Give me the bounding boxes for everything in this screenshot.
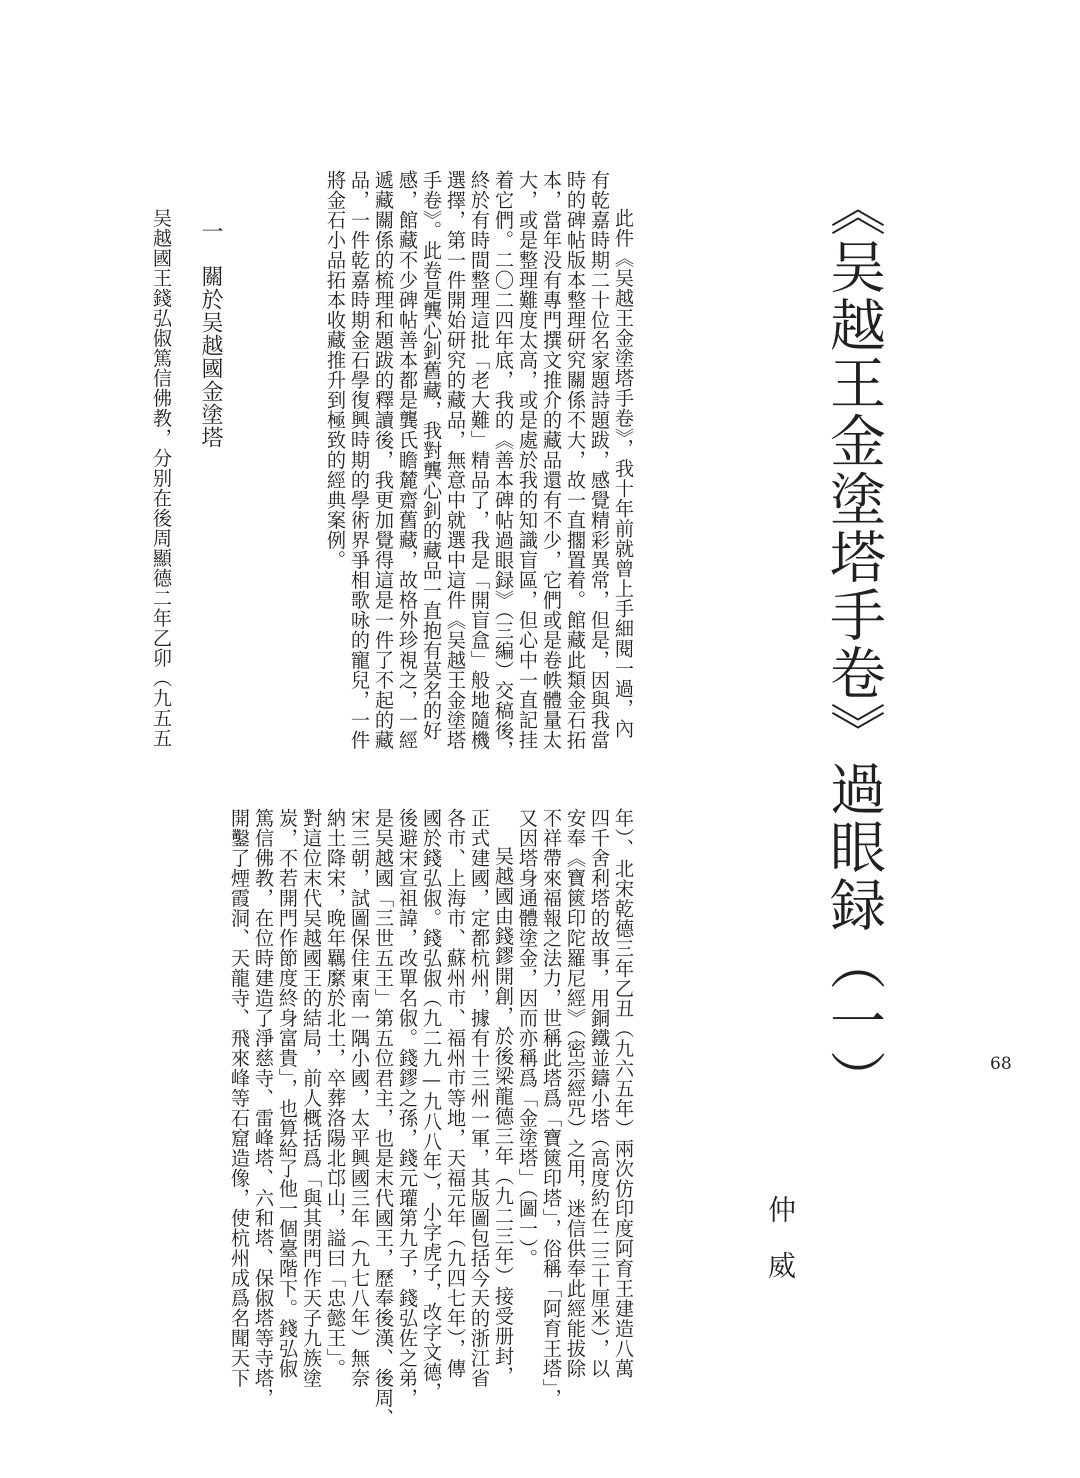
- section-first-line: [143, 208, 173, 768]
- body-line: 是吴越國「三世五王」第五位君主，也是末代國王，歷奉後漢、後周、: [372, 808, 395, 1428]
- body-line: 遞藏關係的梳理和題跋的釋讀後，我更加覺得這是一件了不起的藏: [372, 170, 395, 750]
- author-given-name: 威: [764, 1251, 797, 1279]
- body-line: 安奉《寶篋印陀羅尼經》（密宗經咒）之用，迷信供奉此經能拔除: [564, 808, 587, 1379]
- section-title: 關於吴越國金塗塔: [198, 265, 223, 449]
- body-line: 此件《吴越王金塗塔手卷》，我十年前就曾上手細閱一過，內: [612, 208, 635, 739]
- article-title: 《吴越王金塗塔手卷》過眼録（一）: [821, 180, 886, 1108]
- body-line: 各市、上海市、蘇州市、福州市等地，天福元年（九四七年），傳: [444, 808, 467, 1379]
- body-line: 本，當年没有專門撰文推介的藏品還有不少，它們或是卷帙體量太: [540, 170, 563, 750]
- body-line: 納土降宋，晚年羈縻於北土，卒葬洛陽北邙山，謚曰「忠懿王」。: [324, 808, 347, 1379]
- section-number: 一: [198, 220, 223, 243]
- body-line: 開鑿了煙霞洞、天龍寺、飛來峰等石窟造像，使杭州成爲名聞天下: [228, 808, 251, 1388]
- body-line: 宋三朝，試圖保住東南一隅小國，太平興國三年（九七八年）無奈: [348, 808, 371, 1388]
- author-surname: 仲: [764, 1195, 797, 1223]
- body-line: 國於錢弘俶。錢弘俶（九二九—九八八年），小字虎子，改字文德，: [420, 808, 443, 1403]
- body-line: 後避宋宣祖諱，改單名俶。錢鏐之孫，錢元瓘第九子，錢弘佐之弟，: [396, 808, 419, 1408]
- body-line: 有乾嘉時期二十位名家題詩題跋，感覺精彩異常，但是，因與我當: [588, 170, 611, 750]
- body-line: 不祥帶來福報之法力，世稱此塔爲「寶篋印塔」，俗稱「阿育王塔」，: [540, 808, 563, 1409]
- body-line: 大，或是整理難度太高，或是處於我的知識盲區，但心中一直記挂: [516, 170, 539, 750]
- body-line: 手卷》。此卷是龔心釗舊藏，我對龔心釗的藏品一直抱有莫名的好: [420, 170, 443, 741]
- page-number: 68: [990, 1054, 1012, 1074]
- body-line: 時的碑帖版本整理研究關係不大，故一直擱置着。館藏此類金石拓: [564, 170, 587, 750]
- body-line: 炭，不若開門作節度終身富貴」，也算給了他一個臺階下。錢弘俶: [276, 808, 299, 1379]
- body-line: 選擇，第一件開始研究的藏品，無意中就選中這件《吴越王金塗塔: [444, 170, 467, 750]
- body-line: 對這位末代吴越國王的結局，前人概括爲「與其閉門作天子九族塗: [300, 808, 323, 1388]
- body-line: 吴越國王錢弘俶篤信佛教，分别在後周顯德二年乙卯（九五五: [150, 208, 173, 748]
- body-line: 正式建國，定都杭州，據有十三州一軍，其版圖包括今天的浙江省: [468, 808, 491, 1388]
- body-line: 又因塔身通體塗金，因而亦稱爲「金塗塔」（圖一）。: [516, 808, 539, 1269]
- intro-text-block: [255, 170, 635, 761]
- author-byline: [760, 1195, 800, 1279]
- body-line: 篤信佛教，在位時建造了淨慈寺、雷峰塔、六和塔、保俶塔等寺塔，: [252, 808, 275, 1408]
- body-line: 將金石小品拓本收藏推升到極致的經典案例。: [324, 170, 347, 570]
- continued-text-block: [145, 808, 635, 1428]
- body-line: 吴越國由錢鏐開創，於後梁龍德三年（九二三年）接受册封，: [492, 846, 515, 1386]
- section-heading: [190, 220, 230, 480]
- paragraph: [227, 808, 515, 1428]
- body-line: 終於有時間整理這批「老大難」精品了，我是「開盲盒」般地隨機: [468, 170, 491, 750]
- body-line: 着它們。二〇二四年底，我的《善本碑帖過眼録》（三編）交稿後，: [492, 170, 515, 761]
- body-line: 四千舍利塔的故事，用銅鐵並鑄小塔（高度約在二三十厘米），以: [588, 808, 611, 1379]
- paragraph: [515, 808, 635, 1409]
- paragraph: [323, 170, 635, 761]
- body-line: 年）、北宋乾德三年乙丑（九六五年）兩次仿印度阿育王建造八萬: [612, 808, 635, 1379]
- body-line: 品，一件乾嘉時期金石學復興時期的學術界爭相歌咏的寵兒，一件: [348, 170, 371, 750]
- body-line: 感，館藏不少碑帖善本都是龔氏瞻麓齋舊藏，故格外珍視之，一經: [396, 170, 419, 750]
